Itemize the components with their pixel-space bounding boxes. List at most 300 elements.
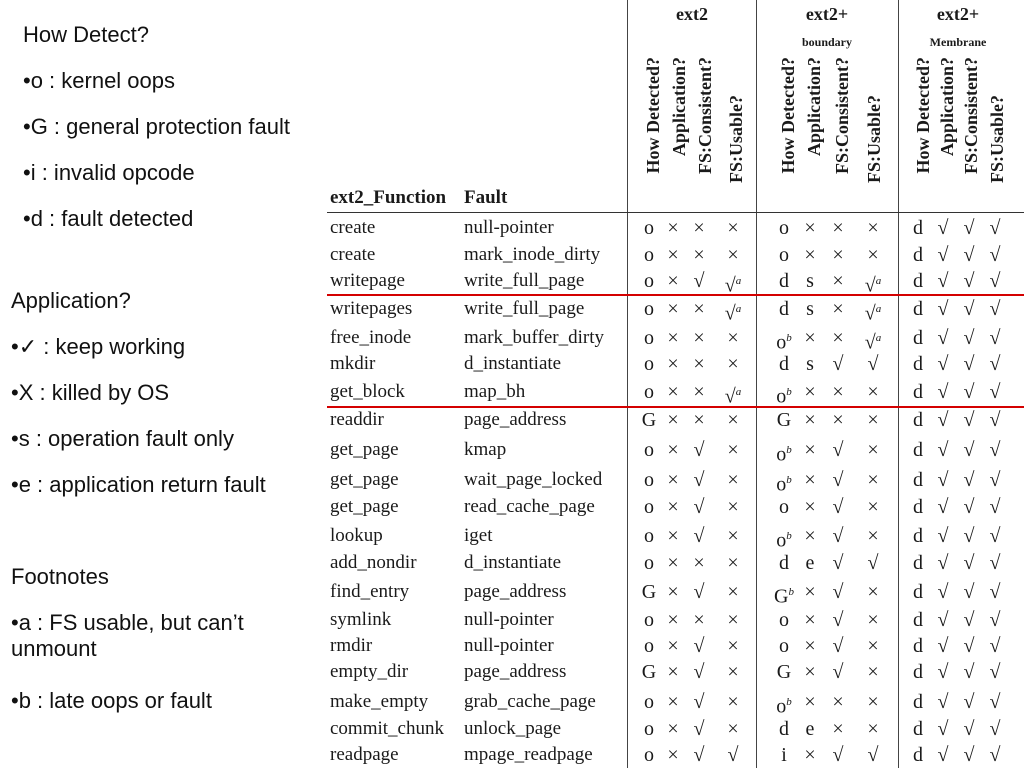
mark-cell: d <box>913 439 923 461</box>
mark-cell: √ <box>832 496 844 518</box>
mark-cell: × <box>804 327 816 349</box>
mark-cell: √ <box>867 744 879 766</box>
mark-cell: × <box>693 381 705 403</box>
mark-cell: × <box>804 409 816 431</box>
mark-cell: × <box>832 217 844 239</box>
mark-cell: × <box>727 718 739 740</box>
legend-item: •d : fault detected <box>23 206 194 231</box>
mark-cell: o <box>644 270 654 292</box>
mark-cell: × <box>667 217 679 239</box>
mark-cell: G <box>776 661 792 683</box>
mark-cell: o <box>644 525 654 547</box>
fault-cell: d_instantiate <box>464 552 562 573</box>
mark-cell: √ <box>963 217 975 239</box>
mark-cell: × <box>867 635 879 657</box>
mark-cell: o <box>644 381 654 403</box>
col-how-detected: How Detected? <box>913 57 933 174</box>
fault-cell: mark_buffer_dirty <box>464 327 604 348</box>
how-detect-title: How Detect? <box>23 22 149 47</box>
mark-cell: √ <box>693 270 705 292</box>
header-rule <box>327 212 1024 213</box>
mark-cell: √ <box>693 581 705 603</box>
col-application: Application? <box>669 57 689 157</box>
mark-cell: √ <box>989 217 1001 239</box>
mark-cell: √ <box>832 552 844 574</box>
fault-cell: unlock_page <box>464 718 562 739</box>
mark-cell: √ <box>937 609 949 631</box>
fault-cell: page_address <box>464 409 567 430</box>
mark-cell: e <box>805 552 815 574</box>
mark-cell: d <box>779 718 789 740</box>
mark-cell: √$^a$ <box>724 274 742 297</box>
col-how-detected: How Detected? <box>778 57 798 174</box>
mark-cell: √ <box>937 525 949 547</box>
mark-cell: √ <box>832 525 844 547</box>
mark-cell: × <box>667 381 679 403</box>
mark-cell: √ <box>963 353 975 375</box>
mark-cell: o <box>644 718 654 740</box>
col-fs-consistent: FS:Consistent? <box>695 57 715 175</box>
mark-cell: $o^b$ <box>776 443 792 466</box>
mark-cell: × <box>867 581 879 603</box>
mark-cell: × <box>727 552 739 574</box>
group-subheader-membrane: Membrane <box>929 35 987 49</box>
mark-cell: × <box>667 718 679 740</box>
group-header-ext2: ext2 <box>676 4 708 24</box>
mark-cell: d <box>913 469 923 491</box>
function-cell: create <box>330 244 376 265</box>
mark-cell: e <box>805 718 815 740</box>
mark-cell: √ <box>693 718 705 740</box>
mark-cell: × <box>867 439 879 461</box>
mark-cell: d <box>913 744 923 766</box>
application-title: Application? <box>11 288 131 313</box>
mark-cell: G <box>641 661 657 683</box>
mark-cell: × <box>804 217 816 239</box>
fault-cell: page_address <box>464 661 567 682</box>
mark-cell: √ <box>832 635 844 657</box>
table-row <box>0 494 1024 520</box>
mark-cell: × <box>867 381 879 403</box>
col-application: Application? <box>937 57 957 157</box>
mark-cell: √ <box>963 635 975 657</box>
mark-cell: × <box>667 353 679 375</box>
mark-cell: × <box>693 609 705 631</box>
mark-cell: √ <box>937 496 949 518</box>
mark-cell: √ <box>937 469 949 491</box>
col-how-detected: How Detected? <box>643 57 663 174</box>
mark-cell: √ <box>832 353 844 375</box>
mark-cell: × <box>727 409 739 431</box>
fault-cell: kmap <box>464 439 507 460</box>
mark-cell: × <box>667 298 679 320</box>
fault-cell: iget <box>464 525 493 546</box>
footnote-item: •b : late oops or fault <box>11 688 212 713</box>
mark-cell: × <box>832 298 844 320</box>
fault-cell: null-pointer <box>464 635 554 656</box>
mark-cell: √ <box>989 635 1001 657</box>
table-row <box>0 659 1024 685</box>
mark-cell: × <box>693 298 705 320</box>
mark-cell: d <box>913 635 923 657</box>
mark-cell: √ <box>963 270 975 292</box>
mark-cell: √ <box>867 353 879 375</box>
mark-cell: √ <box>937 744 949 766</box>
mark-cell: × <box>727 661 739 683</box>
mark-cell: o <box>779 244 789 266</box>
col-fs-consistent: FS:Consistent? <box>961 57 981 175</box>
mark-cell: × <box>667 244 679 266</box>
mark-cell: √ <box>963 581 975 603</box>
legend-item: •i : invalid opcode <box>23 160 195 185</box>
mark-cell: × <box>727 439 739 461</box>
mark-cell: √ <box>989 270 1001 292</box>
mark-cell: o <box>644 439 654 461</box>
mark-cell: √ <box>963 552 975 574</box>
mark-cell: o <box>644 298 654 320</box>
mark-cell: d <box>913 381 923 403</box>
mark-cell: o <box>644 217 654 239</box>
mark-cell: √$^a$ <box>724 302 742 325</box>
function-cell: commit_chunk <box>330 718 444 739</box>
mark-cell: √ <box>963 661 975 683</box>
mark-cell: √$^a$ <box>864 274 882 297</box>
mark-cell: o <box>779 635 789 657</box>
mark-cell: √ <box>989 439 1001 461</box>
mark-cell: √ <box>832 744 844 766</box>
mark-cell: √ <box>989 353 1001 375</box>
function-cell: readdir <box>330 409 384 430</box>
mark-cell: √ <box>693 635 705 657</box>
mark-cell: × <box>832 691 844 713</box>
mark-cell: G <box>776 409 792 431</box>
table-row <box>0 379 1024 408</box>
mark-cell: × <box>727 525 739 547</box>
table-row <box>0 351 1024 377</box>
mark-cell: d <box>779 298 789 320</box>
mark-cell: √ <box>989 581 1001 603</box>
col-fs-usable: FS:Usable? <box>987 95 1007 184</box>
mark-cell: × <box>727 469 739 491</box>
table-row <box>0 716 1024 742</box>
mark-cell: × <box>727 581 739 603</box>
mark-cell: √$^a$ <box>864 302 882 325</box>
mark-cell: × <box>804 469 816 491</box>
mark-cell: √ <box>937 439 949 461</box>
table-row <box>0 325 1024 354</box>
mark-cell: √ <box>963 496 975 518</box>
mark-cell: o <box>644 635 654 657</box>
mark-cell: o <box>644 691 654 713</box>
table-row <box>0 437 1024 466</box>
col-fs-consistent: FS:Consistent? <box>832 57 852 175</box>
mark-cell: d <box>913 552 923 574</box>
mark-cell: × <box>832 327 844 349</box>
mark-cell: √ <box>832 469 844 491</box>
mark-cell: √ <box>989 609 1001 631</box>
mark-cell: √ <box>963 244 975 266</box>
mark-cell: √ <box>832 439 844 461</box>
table-row <box>0 268 1024 297</box>
function-cell: symlink <box>330 609 392 630</box>
function-cell: find_entry <box>330 581 410 602</box>
mark-cell: × <box>667 439 679 461</box>
table-row <box>0 550 1024 576</box>
mark-cell: × <box>693 409 705 431</box>
mark-cell: √ <box>989 552 1001 574</box>
mark-cell: × <box>804 581 816 603</box>
mark-cell: √ <box>937 270 949 292</box>
mark-cell: d <box>913 661 923 683</box>
mark-cell: × <box>667 552 679 574</box>
mark-cell: √ <box>963 381 975 403</box>
mark-cell: √$^a$ <box>724 385 742 408</box>
footnotes-title: Footnotes <box>11 564 109 589</box>
legend-item: •o : kernel oops <box>23 68 176 93</box>
function-cell: get_page <box>330 439 399 460</box>
mark-cell: × <box>804 381 816 403</box>
fault-cell: wait_page_locked <box>464 469 603 490</box>
mark-cell: d <box>913 270 923 292</box>
mark-cell: √ <box>989 718 1001 740</box>
mark-cell: d <box>913 298 923 320</box>
mark-cell: × <box>867 609 879 631</box>
mark-cell: $o^b$ <box>776 473 792 496</box>
col-application: Application? <box>804 57 824 157</box>
mark-cell: o <box>644 327 654 349</box>
mark-cell: √ <box>989 469 1001 491</box>
mark-cell: √ <box>937 718 949 740</box>
table-row <box>0 407 1024 433</box>
mark-cell: × <box>804 661 816 683</box>
mark-cell: × <box>832 718 844 740</box>
mark-cell: √ <box>989 691 1001 713</box>
mark-cell: × <box>667 327 679 349</box>
mark-cell: × <box>804 496 816 518</box>
mark-cell: o <box>779 217 789 239</box>
mark-cell: × <box>867 525 879 547</box>
mark-cell: o <box>644 496 654 518</box>
function-cell: free_inode <box>330 327 412 348</box>
mark-cell: s <box>806 270 814 292</box>
mark-cell: d <box>913 409 923 431</box>
mark-cell: d <box>913 353 923 375</box>
mark-cell: d <box>913 691 923 713</box>
mark-cell: √ <box>989 525 1001 547</box>
mark-cell: √ <box>832 609 844 631</box>
mark-cell: i <box>781 744 787 766</box>
function-cell: lookup <box>330 525 383 546</box>
table-row <box>0 633 1024 659</box>
mark-cell: × <box>867 244 879 266</box>
mark-cell: × <box>867 469 879 491</box>
mark-cell: √ <box>937 409 949 431</box>
function-cell: get_page <box>330 469 399 490</box>
mark-cell: × <box>667 609 679 631</box>
mark-cell: √ <box>989 409 1001 431</box>
fault-cell: map_bh <box>464 381 526 402</box>
mark-cell: × <box>667 661 679 683</box>
mark-cell: $o^b$ <box>776 529 792 552</box>
mark-cell: d <box>913 327 923 349</box>
table-row <box>0 607 1024 633</box>
table-row <box>0 579 1024 608</box>
mark-cell: √ <box>832 661 844 683</box>
mark-cell: × <box>804 525 816 547</box>
mark-cell: √ <box>693 496 705 518</box>
function-cell: make_empty <box>330 691 429 712</box>
mark-cell: × <box>867 718 879 740</box>
mark-cell: √ <box>693 661 705 683</box>
mark-cell: √ <box>963 718 975 740</box>
col-fs-usable: FS:Usable? <box>864 95 884 184</box>
mark-cell: √ <box>832 581 844 603</box>
fault-cell: grab_cache_page <box>464 691 596 712</box>
mark-cell: × <box>667 691 679 713</box>
table-row <box>0 467 1024 496</box>
mark-cell: $G^b$ <box>774 585 794 608</box>
legend-item: •✓ : keep working <box>11 334 186 359</box>
mark-cell: × <box>804 609 816 631</box>
mark-cell: √ <box>989 327 1001 349</box>
mark-cell: G <box>641 581 657 603</box>
legend-item: •e : application return fault <box>11 472 266 497</box>
legend-item: •X : killed by OS <box>11 380 170 405</box>
mark-cell: × <box>667 525 679 547</box>
function-cell: empty_dir <box>330 661 409 682</box>
mark-cell: o <box>644 353 654 375</box>
function-cell: create <box>330 217 376 238</box>
function-cell: mkdir <box>330 353 376 374</box>
mark-cell: × <box>727 353 739 375</box>
mark-cell: × <box>804 691 816 713</box>
mark-cell: d <box>913 217 923 239</box>
mark-cell: × <box>693 244 705 266</box>
mark-cell: d <box>779 552 789 574</box>
mark-cell: √ <box>937 353 949 375</box>
group-header-boundary: ext2+ <box>805 4 849 24</box>
mark-cell: × <box>727 327 739 349</box>
mark-cell: √ <box>963 327 975 349</box>
mark-cell: d <box>913 496 923 518</box>
mark-cell: √ <box>937 691 949 713</box>
fault-cell: read_cache_page <box>464 496 595 517</box>
mark-cell: √ <box>937 661 949 683</box>
col-fault-header: Fault <box>464 187 508 208</box>
table-row <box>0 742 1024 768</box>
mark-cell: × <box>867 217 879 239</box>
function-cell: writepage <box>330 270 405 291</box>
mark-cell: o <box>644 552 654 574</box>
mark-cell: √ <box>963 298 975 320</box>
mark-cell: s <box>806 298 814 320</box>
table-row <box>0 689 1024 718</box>
mark-cell: √ <box>693 439 705 461</box>
mark-cell: G <box>641 409 657 431</box>
mark-cell: √ <box>989 661 1001 683</box>
table-row <box>0 215 1024 241</box>
mark-cell: √ <box>937 581 949 603</box>
mark-cell: × <box>667 635 679 657</box>
mark-cell: √ <box>989 496 1001 518</box>
function-cell: add_nondir <box>330 552 417 573</box>
mark-cell: √ <box>989 244 1001 266</box>
mark-cell: × <box>804 439 816 461</box>
col-function-header: ext2_Function <box>330 187 447 208</box>
mark-cell: × <box>832 270 844 292</box>
mark-cell: √ <box>937 552 949 574</box>
fault-cell: null-pointer <box>464 609 554 630</box>
mark-cell: × <box>832 244 844 266</box>
mark-cell: o <box>644 469 654 491</box>
fault-cell: write_full_page <box>464 270 585 291</box>
fault-cell: mpage_readpage <box>464 744 593 765</box>
mark-cell: d <box>913 609 923 631</box>
mark-cell: × <box>667 409 679 431</box>
table-row <box>0 296 1024 325</box>
mark-cell: $o^b$ <box>776 695 792 718</box>
fault-cell: d_instantiate <box>464 353 562 374</box>
fault-cell: null-pointer <box>464 217 554 238</box>
mark-cell: × <box>867 496 879 518</box>
mark-cell: d <box>779 270 789 292</box>
mark-cell: √ <box>937 298 949 320</box>
mark-cell: × <box>667 496 679 518</box>
mark-cell: × <box>693 217 705 239</box>
mark-cell: √ <box>937 244 949 266</box>
mark-cell: × <box>832 409 844 431</box>
mark-cell: √ <box>989 381 1001 403</box>
mark-cell: √ <box>727 744 739 766</box>
fault-cell: mark_inode_dirty <box>464 244 601 265</box>
mark-cell: × <box>693 353 705 375</box>
mark-cell: √ <box>989 744 1001 766</box>
mark-cell: × <box>693 327 705 349</box>
mark-cell: × <box>804 744 816 766</box>
mark-cell: × <box>867 409 879 431</box>
mark-cell: $o^b$ <box>776 331 792 354</box>
mark-cell: √ <box>963 469 975 491</box>
mark-cell: √$^a$ <box>864 331 882 354</box>
mark-cell: d <box>913 718 923 740</box>
table-row <box>0 242 1024 268</box>
mark-cell: × <box>727 217 739 239</box>
mark-cell: √ <box>937 381 949 403</box>
mark-cell: o <box>779 496 789 518</box>
mark-cell: d <box>913 525 923 547</box>
mark-cell: √ <box>937 327 949 349</box>
table-row <box>0 523 1024 552</box>
mark-cell: √ <box>963 691 975 713</box>
legend-item: •G : general protection fault <box>23 114 290 139</box>
legend-item: •s : operation fault only <box>11 426 234 451</box>
mark-cell: × <box>804 635 816 657</box>
function-cell: readpage <box>330 744 399 765</box>
function-cell: get_block <box>330 381 405 402</box>
mark-cell: $o^b$ <box>776 385 792 408</box>
mark-cell: s <box>806 353 814 375</box>
mark-cell: × <box>667 581 679 603</box>
mark-cell: × <box>727 635 739 657</box>
mark-cell: √ <box>693 691 705 713</box>
mark-cell: × <box>667 270 679 292</box>
fault-cell: page_address <box>464 581 567 602</box>
mark-cell: √ <box>963 609 975 631</box>
mark-cell: o <box>644 744 654 766</box>
mark-cell: × <box>867 661 879 683</box>
mark-cell: √ <box>693 744 705 766</box>
mark-cell: o <box>779 609 789 631</box>
